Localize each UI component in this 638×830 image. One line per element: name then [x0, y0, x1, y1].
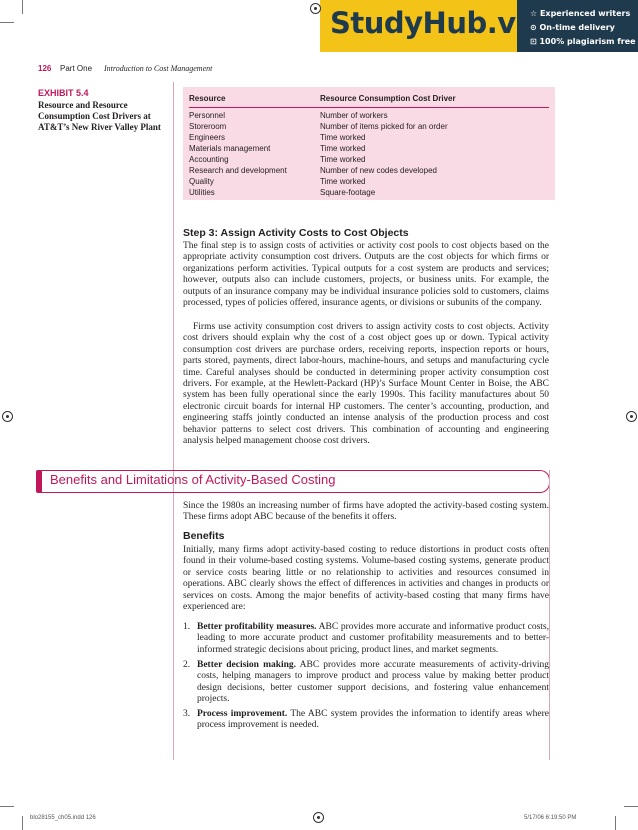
table-row: Materials management Time worked [189, 144, 366, 153]
section-banner-tab [36, 470, 42, 493]
feature-plagiarism-free: ⊡ 100% plagiarism free [530, 37, 636, 46]
table-row: Research and development Number of new codes developed [189, 166, 437, 175]
list-item: 1. Better profitability measures. ABC provides more accurate and informative product costs, leading to more accurate product and customer profitability measurements and to better-informed strategic decisions about pricing, product lines, and market segments. [183, 622, 550, 655]
list-item: 2. Better decision making. ABC provides more accurate measurements of activity-driving costs, helping managers to improve product and process value by making better product design decisions, better customer support decisions, and fostering value enhancement projects. [183, 660, 549, 705]
banner-features [530, 7, 636, 49]
benefits-heading: Benefits [183, 530, 225, 542]
column-header-resource: Resource [189, 94, 226, 103]
text-column-rule [173, 82, 174, 760]
crop-mark [22, 0, 23, 14]
table-row: Personnel Number of workers [189, 111, 388, 120]
crop-mark [22, 816, 23, 830]
list-item: 3. Process improvement. The ABC system provides the information to identify areas where process improvement is needed. [183, 709, 549, 731]
step3-heading: Step 3: Assign Activity Costs to Cost Objects [183, 227, 409, 239]
promo-banner[interactable] [320, 0, 638, 52]
timestamp-slug: 5/17/06 6:19:50 PM [524, 815, 577, 821]
exhibit-number: EXHIBIT 5.4 [38, 88, 89, 98]
table-body [189, 110, 549, 198]
crop-mark [0, 22, 14, 23]
exhibit-title: Resource and Resource Consumption Cost Drivers at AT&T’s New River Valley Plant [38, 100, 161, 132]
part-label: Part One [60, 64, 93, 73]
crop-mark [624, 806, 638, 807]
table-row: Quality Time worked [189, 177, 366, 186]
table-row: Storeroom Number of items picked for an order [189, 122, 448, 131]
step3-paragraph-1: The final step is to assign costs of activities or activity cost pools to cost objects based on the appropriate activity consumption cost drivers. Outputs are the cost objects for which firms or organizations perform activities. Typical outputs for a cost system are products and services; however, outputs also can include customers, projects, or business units. For example, the outputs of an insurance company may be individual insurance policies sold to customers, claims processed, types of policies offered, insurance agents, or divisions or subunits of the company. [183, 241, 549, 309]
crop-mark [615, 816, 616, 830]
column-header-driver: Resource Consumption Cost Driver [320, 94, 456, 103]
section-intro: Since the 1980s an increasing number of firms have adopted the activity-based costing system. These firms adopt ABC because of the benefits it offers. [183, 501, 549, 523]
banner-logo[interactable]: StudyHub.vip [320, 0, 517, 52]
chapter-title: Introduction to Cost Management [104, 64, 213, 73]
table-row: Utilities Square-footage [189, 188, 376, 197]
registration-mark-icon [313, 812, 324, 823]
file-slug: blo28155_ch05.indd 126 [30, 815, 96, 821]
header-divider [189, 107, 549, 108]
crop-mark [0, 806, 14, 807]
step3-paragraph-2: Firms use activity consumption cost drivers to assign activity costs to cost objects. Activity cost drivers should explain why the cost of a cost object goes up or down. Typical activity consumption cost drivers are purchase orders, receiving reports, inspection reports or hours, parts stored, payments, direct labor-hours, machine-hours, and setups and manufacturing cycle time. Careful analyses should be conducted in determining proper activity consumption cost drivers. For example, at the Hewlett-Packard (HP)’s Surface Mount Center in Boise, the ABC system has been fully operational since the early 1990s. This facility manufactures about 50 electronic circuit boards for internal HP customers. The center’s accounting, production, and engineering staffs jointly conducted an intense analysis of the production process and cost behavior patterns to select cost drivers. This combination of accounting and engineering analysis helped management choose cost drivers. [183, 322, 549, 447]
feature-experienced-writers: ☆ Experienced writers [530, 9, 631, 18]
registration-mark-icon [626, 411, 637, 422]
registration-mark-icon [310, 3, 321, 14]
section-column-rule [549, 470, 550, 760]
feature-on-time-delivery: ⊙ On-time delivery [530, 23, 615, 32]
registration-mark-icon [2, 411, 13, 422]
table-row: Engineers Time worked [189, 133, 366, 142]
table-row: Accounting Time worked [189, 155, 366, 164]
page-number: 126 [38, 64, 52, 73]
benefits-paragraph: Initially, many firms adopt activity-based costing to reduce distortions in product costs often found in their volume-based costing systems. Volume-based costing systems, generate product or service costs bearing little or no relationship to activities and resources consumed in operations. ABC clearly shows the effect of differences in activities and changes in products or services on costs. Among the major benefits of activity-based costing that many firms have experienced are: [183, 545, 549, 613]
section-title: Benefits and Limitations of Activity-Based Costing [50, 472, 336, 487]
exhibit-table [183, 87, 555, 200]
